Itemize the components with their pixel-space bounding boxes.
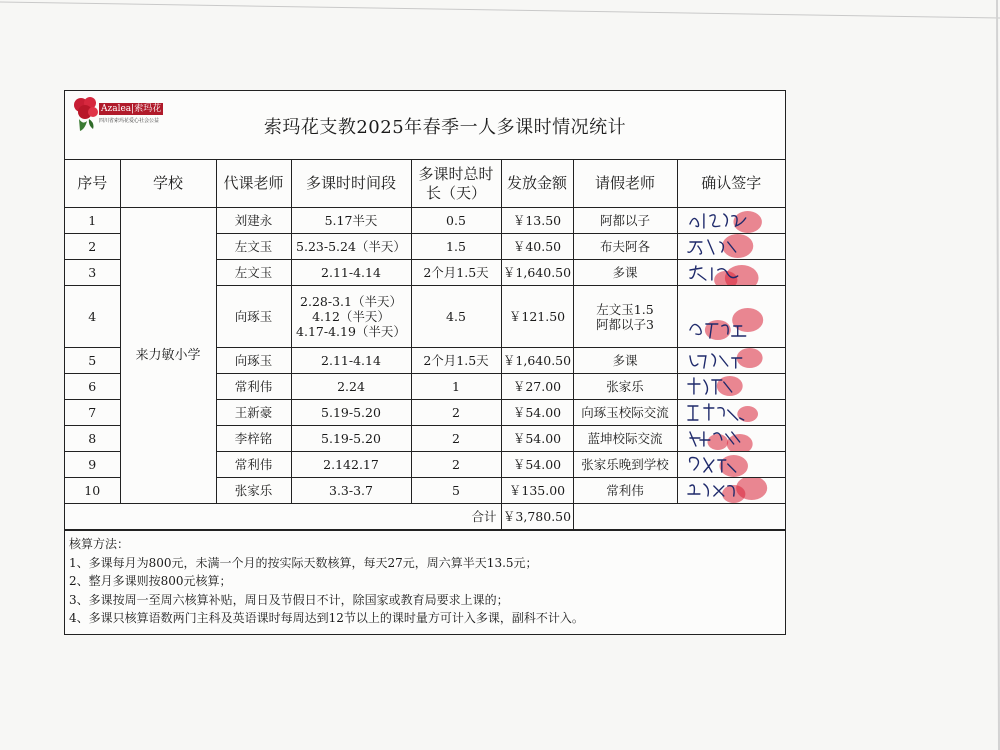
cell-amount: ￥1,640.50 [501,260,573,286]
header-amount: 发放金额 [501,160,573,208]
header-no: 序号 [65,160,120,208]
cell-leave-line: 向琢玉校际交流 [581,405,669,420]
cell-signature [677,286,785,348]
cell-teacher: 左文玉 [216,260,291,286]
cell-period [291,426,411,452]
cell-no: 2 [65,234,120,260]
cell-period-line: 4.17-4.19（半天） [296,324,406,339]
cell-no: 7 [65,400,120,426]
cell-no: 6 [65,374,120,400]
cell-period [291,478,411,504]
calculation-notes [65,530,785,634]
cell-teacher: 张家乐 [216,478,291,504]
cell-amount: ￥13.50 [501,208,573,234]
note-item: 4、多课只核算语数两门主科及英语课时每周达到12节以上的课时量方可计入多课，副科不计入。 [69,611,584,625]
cell-teacher: 常利伟 [216,374,291,400]
total-amount: ￥3,780.50 [501,504,573,530]
cell-period-line: 2.28-3.1（半天） [300,294,402,309]
fingerprint-mark [716,376,742,396]
cell-period [291,234,411,260]
cell-amount: ￥121.50 [501,286,573,348]
blank-cell [677,504,785,530]
notes-heading: 核算方法： [69,537,130,551]
cell-school: 来力敏小学 [120,208,216,504]
title-row [65,91,785,160]
cell-leave-line: 张家乐 [606,379,644,394]
handwritten-signature-icon [678,208,786,233]
cell-leave-line: 阿都以子3 [596,316,654,332]
cell-leave [573,286,677,348]
cell-leave [573,452,677,478]
handwritten-signature-icon [678,452,786,477]
handwritten-signature-icon [678,426,786,451]
fingerprint-mark [737,406,758,422]
cell-leave [573,426,677,452]
cell-no: 5 [65,348,120,374]
header-row [65,160,785,208]
cell-period [291,208,411,234]
fingerprint-mark [732,308,763,332]
cell-teacher: 李梓铭 [216,426,291,452]
signature-stroke [687,404,743,420]
header-period: 多课时时间段 [291,160,411,208]
cell-leave-line: 多课 [612,265,638,280]
cell-no: 10 [65,478,120,504]
cell-signature [677,260,785,286]
cell-leave [573,400,677,426]
cell-days: 1 [411,374,501,400]
hours-table [65,160,785,530]
cell-period-line: 2.24 [337,379,365,394]
statistics-sheet [64,90,786,635]
cell-teacher: 王新豪 [216,400,291,426]
cell-teacher: 刘建永 [216,208,291,234]
cell-leave-line: 常利伟 [606,483,644,498]
cell-days: 4.5 [411,286,501,348]
azalea-flower-icon [71,95,101,135]
cell-leave [573,234,677,260]
cell-amount: ￥135.00 [501,478,573,504]
cell-period [291,400,411,426]
cell-days: 1.5 [411,234,501,260]
cell-period-line: 5.23-5.24（半天） [296,239,406,254]
fingerprint-mark [707,434,728,450]
cell-period-line: 5.19-5.20 [321,431,381,446]
cell-signature [677,426,785,452]
logo-brand: Azalea|索玛花 [101,104,162,114]
cell-period-line: 5.19-5.20 [321,405,381,420]
cell-days: 2个月1.5天 [411,260,501,286]
note-item: 2、整月多课则按800元核算； [69,574,232,588]
fingerprint-mark [719,455,747,477]
table-row [65,208,785,234]
header-days: 多课时总时长（天） [411,160,501,208]
handwritten-signature-icon [678,348,786,373]
cell-signature [677,452,785,478]
total-label: 合计 [65,504,501,530]
cell-leave-line: 布夫阿各 [599,239,650,254]
cell-leave [573,478,677,504]
cell-amount: ￥27.00 [501,374,573,400]
cell-days: 5 [411,478,501,504]
total-row [65,504,785,530]
cell-teacher: 左文玉 [216,234,291,260]
cell-signature [677,348,785,374]
fingerprint-mark [722,234,753,258]
cell-leave-line: 多课 [612,353,638,368]
cell-amount: ￥54.00 [501,400,573,426]
cell-period [291,452,411,478]
cell-days: 2 [411,452,501,478]
cell-leave [573,208,677,234]
cell-leave-line: 蓝坤校际交流 [587,431,663,446]
cell-leave-line: 左文玉1.5 [596,301,654,317]
cell-leave [573,374,677,400]
note-item: 1、多课每月为800元，未满一个月的按实际天数核算，每天27元，周六算半天13.5元； [69,555,538,570]
handwritten-signature-icon [678,478,786,503]
cell-days: 2 [411,400,501,426]
cell-signature [677,234,785,260]
handwritten-signature-icon [678,374,786,399]
blank-cell [573,504,677,530]
fingerprint-mark [704,320,730,340]
cell-period-line: 3.3-3.7 [329,483,373,498]
cell-days: 2 [411,426,501,452]
cell-period-line: 4.12（半天） [312,309,390,324]
cell-days: 0.5 [411,208,501,234]
cell-leave-line: 阿都以子 [599,213,650,228]
header-signature: 确认签字 [677,160,785,208]
cell-amount: ￥54.00 [501,426,573,452]
cell-no: 4 [65,286,120,348]
cell-no: 1 [65,208,120,234]
cell-period-line: 2.11-4.14 [321,265,381,280]
document-title: 索玛花支教2025年春季一人多课时情况统计 [263,117,627,138]
cell-signature [677,400,785,426]
handwritten-signature-icon [678,286,786,347]
cell-period [291,374,411,400]
cell-teacher: 常利伟 [216,452,291,478]
cell-no: 3 [65,260,120,286]
handwritten-signature-icon [678,260,786,285]
logo-org: 四川省索玛花爱心社会公益 [99,118,160,124]
cell-period-line: 2.142.17 [323,457,379,472]
header-leave: 请假老师 [573,160,677,208]
cell-teacher: 向琢玉 [216,348,291,374]
cell-amount: ￥54.00 [501,452,573,478]
cell-leave [573,348,677,374]
cell-signature [677,208,785,234]
note-item: 3、多课按周一至周六核算补贴，周日及节假日不计，除国家或教育局要求上课的； [69,592,509,607]
handwritten-signature-icon [678,400,786,425]
cell-period-line: 2.11-4.14 [321,353,381,368]
cell-period [291,286,411,348]
cell-period [291,260,411,286]
cell-leave-line: 张家乐晚到学校 [581,457,669,472]
header-teacher: 代课老师 [216,160,291,208]
signature-stroke [689,354,741,368]
cell-amount: ￥1,640.50 [501,348,573,374]
cell-signature [677,478,785,504]
cell-no: 9 [65,452,120,478]
table-body [65,208,785,530]
cell-leave [573,260,677,286]
cell-teacher: 向琢玉 [216,286,291,348]
cell-period [291,348,411,374]
fingerprint-mark [733,211,761,233]
handwritten-signature-icon [678,234,786,259]
cell-amount: ￥40.50 [501,234,573,260]
cell-period-line: 5.17半天 [324,213,378,228]
cell-days: 2个月1.5天 [411,348,501,374]
header-school: 学校 [120,160,216,208]
cell-signature [677,374,785,400]
cell-no: 8 [65,426,120,452]
